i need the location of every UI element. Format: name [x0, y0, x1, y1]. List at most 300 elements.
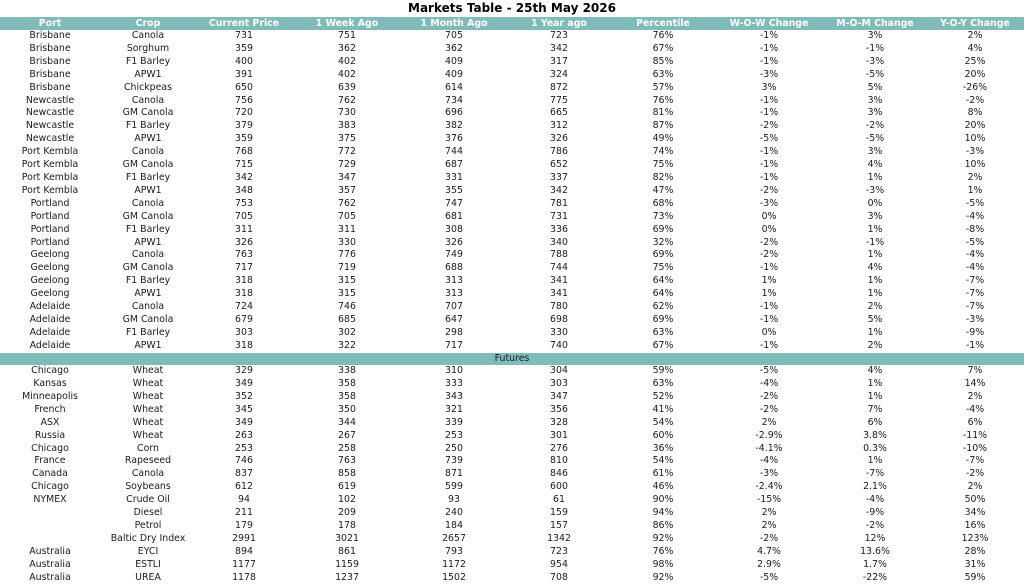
- table-cell: 1%: [761, 275, 777, 287]
- table-cell: 4.7%: [757, 545, 781, 557]
- table-cell: APW1: [134, 184, 162, 196]
- table-row: [0, 56, 1024, 69]
- table-row: [0, 468, 1024, 481]
- table-cell: 93: [448, 494, 460, 506]
- table-cell: Soybeans: [125, 481, 171, 493]
- table-row: [0, 146, 1024, 159]
- table-cell: Wheat: [132, 365, 164, 377]
- table-cell: 4%: [967, 42, 983, 54]
- table-cell: 342: [550, 42, 568, 54]
- table-row: [0, 172, 1024, 185]
- table-row: [0, 237, 1024, 250]
- table-cell: 356: [550, 403, 568, 415]
- table-cell: 1159: [335, 558, 359, 570]
- table-cell: Australia: [29, 571, 71, 583]
- table-cell: Newcastle: [25, 94, 75, 106]
- column-header: Crop: [100, 17, 196, 30]
- table-cell: Kansas: [33, 377, 67, 389]
- table-cell: 313: [445, 275, 463, 287]
- table-cell: 318: [235, 339, 253, 351]
- table-cell: 739: [445, 455, 463, 467]
- table-cell: 614: [445, 81, 463, 93]
- table-cell: 749: [445, 249, 463, 261]
- table-row: [0, 69, 1024, 82]
- table-cell: 333: [445, 377, 463, 389]
- table-cell: 240: [445, 507, 463, 519]
- table-cell: 263: [235, 429, 253, 441]
- table-cell: Newcastle: [25, 120, 75, 132]
- table-cell: 50%: [964, 494, 986, 506]
- table-cell: 357: [338, 184, 356, 196]
- table-cell: 1172: [442, 558, 466, 570]
- table-cell: Sorghum: [126, 42, 170, 54]
- table-cell: 20%: [964, 68, 986, 80]
- table-cell: Wheat: [132, 416, 164, 428]
- table-cell: Brisbane: [29, 42, 71, 54]
- table-cell: Adelaide: [29, 313, 71, 325]
- table-cell: 312: [550, 120, 568, 132]
- table-cell: 619: [338, 481, 356, 493]
- table-cell: 724: [235, 301, 253, 313]
- table-cell: -2%: [865, 120, 885, 132]
- futures-divider-row: [0, 353, 1024, 365]
- table-cell: 2991: [232, 532, 256, 544]
- table-cell: 1502: [442, 571, 466, 583]
- table-row: [0, 288, 1024, 301]
- table-cell: 768: [235, 146, 253, 158]
- table-cell: 3%: [867, 107, 883, 119]
- table-cell: 719: [338, 262, 356, 274]
- table-cell: Newcastle: [25, 107, 75, 119]
- table-cell: 6%: [967, 416, 983, 428]
- table-cell: 0%: [761, 223, 777, 235]
- table-cell: -1%: [965, 339, 985, 351]
- column-header: Port: [0, 17, 100, 30]
- table-cell: -1%: [759, 262, 779, 274]
- table-cell: 1%: [761, 288, 777, 300]
- column-header: 1 Year ago: [506, 17, 612, 30]
- table-cell: -26%: [962, 81, 988, 93]
- table-cell: 756: [235, 94, 253, 106]
- table-cell: 2%: [967, 481, 983, 493]
- table-cell: 10%: [964, 133, 986, 145]
- table-cell: 8%: [967, 107, 983, 119]
- table-cell: Rapeseed: [124, 455, 172, 467]
- table-cell: -5%: [759, 571, 779, 583]
- table-cell: 375: [338, 133, 356, 145]
- table-cell: 717: [235, 262, 253, 274]
- table-cell: -5%: [865, 68, 885, 80]
- table-cell: Canola: [131, 301, 165, 313]
- table-cell: -22%: [862, 571, 888, 583]
- table-row: [0, 211, 1024, 224]
- table-cell: 82%: [652, 171, 674, 183]
- table-cell: 28%: [964, 545, 986, 557]
- table-cell: 1%: [867, 275, 883, 287]
- table-cell: 723: [550, 545, 568, 557]
- table-cell: 73%: [652, 210, 674, 222]
- table-cell: 326: [235, 236, 253, 248]
- futures-label: Futures: [0, 353, 1024, 365]
- table-row: [0, 262, 1024, 275]
- table-row: [0, 120, 1024, 133]
- table-cell: 391: [235, 68, 253, 80]
- table-cell: [0, 520, 100, 533]
- table-cell: 639: [338, 81, 356, 93]
- table-cell: -3%: [759, 68, 779, 80]
- table-cell: 679: [235, 313, 253, 325]
- table-cell: -2%: [759, 120, 779, 132]
- table-cell: 20%: [964, 120, 986, 132]
- table-cell: 67%: [652, 42, 674, 54]
- table-cell: Minneapolis: [22, 390, 78, 402]
- table-cell: 382: [445, 120, 463, 132]
- table-cell: 2%: [761, 519, 777, 531]
- table-cell: 69%: [652, 313, 674, 325]
- table-cell: -1%: [759, 55, 779, 67]
- table-cell: 60%: [652, 429, 674, 441]
- table-cell: 75%: [652, 262, 674, 274]
- table-cell: 85%: [652, 55, 674, 67]
- table-cell: 762: [338, 94, 356, 106]
- table-cell: 763: [235, 249, 253, 261]
- table-cell: 2.1%: [863, 481, 887, 493]
- table-cell: 304: [550, 365, 568, 377]
- table-cell: 707: [445, 301, 463, 313]
- table-cell: 61: [553, 494, 565, 506]
- table-cell: 3.8%: [863, 429, 887, 441]
- table-row: [0, 455, 1024, 468]
- table-row: [0, 327, 1024, 340]
- table-cell: 358: [338, 390, 356, 402]
- table-cell: 720: [235, 107, 253, 119]
- table-cell: 321: [445, 403, 463, 415]
- table-row: [0, 198, 1024, 211]
- table-cell: [0, 533, 100, 546]
- table-cell: 362: [338, 42, 356, 54]
- table-cell: 59%: [964, 571, 986, 583]
- table-cell: 348: [235, 184, 253, 196]
- table-cell: 402: [338, 68, 356, 80]
- table-cell: 62%: [652, 301, 674, 313]
- table-cell: 336: [550, 223, 568, 235]
- table-cell: 2657: [442, 532, 466, 544]
- table-row: [0, 185, 1024, 198]
- table-cell: 861: [338, 545, 356, 557]
- table-cell: 359: [235, 133, 253, 145]
- table-cell: 13.6%: [860, 545, 890, 557]
- table-cell: 3021: [335, 532, 359, 544]
- table-cell: 355: [445, 184, 463, 196]
- table-cell: 10%: [964, 159, 986, 171]
- table-cell: 723: [550, 30, 568, 41]
- table-cell: 342: [550, 184, 568, 196]
- table-cell: 681: [445, 210, 463, 222]
- table-cell: 63%: [652, 68, 674, 80]
- table-cell: 331: [445, 171, 463, 183]
- table-cell: 7%: [867, 403, 883, 415]
- table-cell: 717: [445, 339, 463, 351]
- table-cell: 1177: [232, 558, 256, 570]
- table-cell: Adelaide: [29, 339, 71, 351]
- table-cell: 92%: [652, 532, 674, 544]
- table-cell: 4%: [867, 159, 883, 171]
- table-cell: 308: [445, 223, 463, 235]
- table-cell: 350: [338, 403, 356, 415]
- table-cell: 94%: [652, 507, 674, 519]
- table-cell: 253: [235, 442, 253, 454]
- table-cell: 330: [550, 326, 568, 338]
- table-cell: 302: [338, 326, 356, 338]
- table-cell: 1%: [867, 390, 883, 402]
- table-cell: 16%: [964, 519, 986, 531]
- column-header: W-O-W Change: [714, 17, 824, 30]
- table-cell: 14%: [964, 377, 986, 389]
- table-cell: 894: [235, 545, 253, 557]
- table-cell: 652: [550, 159, 568, 171]
- column-header: M-O-M Change: [824, 17, 926, 30]
- table-cell: 665: [550, 107, 568, 119]
- table-cell: 1%: [867, 249, 883, 261]
- table-cell: Diesel: [133, 507, 163, 519]
- table-cell: -2%: [759, 403, 779, 415]
- table-cell: Brisbane: [29, 68, 71, 80]
- table-cell: 3%: [867, 146, 883, 158]
- table-row: [0, 507, 1024, 520]
- column-header: Current Price: [196, 17, 292, 30]
- table-row: [0, 301, 1024, 314]
- table-cell: Portland: [30, 223, 70, 235]
- table-cell: Portland: [30, 197, 70, 209]
- table-cell: Wheat: [132, 390, 164, 402]
- table-cell: 98%: [652, 558, 674, 570]
- table-cell: 744: [550, 262, 568, 274]
- physical-section: [0, 30, 1024, 353]
- column-header: Y-O-Y Change: [926, 17, 1024, 30]
- table-cell: 2%: [967, 390, 983, 402]
- table-row: [0, 494, 1024, 507]
- table-cell: 76%: [652, 94, 674, 106]
- table-row: [0, 430, 1024, 443]
- futures-section: [0, 365, 1024, 584]
- table-cell: 69%: [652, 223, 674, 235]
- table-cell: Chicago: [31, 481, 69, 493]
- table-row: [0, 314, 1024, 327]
- table-cell: 315: [338, 288, 356, 300]
- table-cell: 1%: [867, 326, 883, 338]
- table-cell: 209: [338, 507, 356, 519]
- page-title: Markets Table - 25th May 2026: [408, 1, 616, 15]
- table-cell: 313: [445, 288, 463, 300]
- table-cell: 687: [445, 159, 463, 171]
- table-cell: 780: [550, 301, 568, 313]
- table-cell: -1%: [759, 313, 779, 325]
- table-row: [0, 159, 1024, 172]
- table-cell: 326: [445, 236, 463, 248]
- table-cell: 729: [338, 159, 356, 171]
- table-cell: -1%: [759, 94, 779, 106]
- table-row: [0, 82, 1024, 95]
- table-cell: Canola: [131, 146, 165, 158]
- table-cell: -3%: [965, 313, 985, 325]
- table-cell: -2.4%: [755, 481, 783, 493]
- table-cell: -4%: [759, 455, 779, 467]
- table-cell: F1 Barley: [125, 326, 171, 338]
- table-cell: -3%: [865, 55, 885, 67]
- table-cell: Geelong: [30, 288, 70, 300]
- table-cell: 7%: [967, 365, 983, 377]
- table-cell: 2%: [867, 339, 883, 351]
- table-cell: -1%: [759, 42, 779, 54]
- table-cell: GM Canola: [122, 107, 174, 119]
- table-cell: F1 Barley: [125, 120, 171, 132]
- table-cell: 92%: [652, 571, 674, 583]
- table-row: [0, 378, 1024, 391]
- table-row: [0, 533, 1024, 546]
- table-cell: -8%: [965, 223, 985, 235]
- table-cell: 705: [445, 30, 463, 41]
- table-cell: 318: [235, 275, 253, 287]
- table-cell: 871: [445, 468, 463, 480]
- table-cell: -7%: [865, 468, 885, 480]
- table-cell: 94: [238, 494, 250, 506]
- table-cell: Chicago: [31, 442, 69, 454]
- table-cell: 298: [445, 326, 463, 338]
- table-cell: 3%: [867, 210, 883, 222]
- table-cell: -7%: [965, 275, 985, 287]
- table-cell: Canada: [32, 468, 68, 480]
- table-cell: 76%: [652, 30, 674, 41]
- table-cell: Wheat: [132, 377, 164, 389]
- table-cell: 329: [235, 365, 253, 377]
- table-cell: 731: [235, 30, 253, 41]
- table-cell: 775: [550, 94, 568, 106]
- table-cell: 2.9%: [757, 558, 781, 570]
- table-cell: 341: [550, 288, 568, 300]
- table-cell: 184: [445, 519, 463, 531]
- table-cell: Port Kembla: [21, 159, 79, 171]
- table-cell: 763: [338, 455, 356, 467]
- table-cell: French: [34, 403, 66, 415]
- column-header: Percentile: [612, 17, 714, 30]
- table-row: [0, 365, 1024, 378]
- table-cell: 3%: [867, 30, 883, 41]
- table-row: [0, 275, 1024, 288]
- table-cell: Russia: [34, 429, 66, 441]
- table-cell: -2%: [865, 519, 885, 531]
- table-row: [0, 391, 1024, 404]
- table-cell: 303: [235, 326, 253, 338]
- table-cell: [0, 507, 100, 520]
- table-cell: 250: [445, 442, 463, 454]
- table-cell: -1%: [759, 171, 779, 183]
- table-cell: 747: [445, 197, 463, 209]
- table-cell: -4.1%: [755, 442, 783, 454]
- table-cell: 383: [338, 120, 356, 132]
- table-cell: -9%: [965, 326, 985, 338]
- table-cell: 352: [235, 390, 253, 402]
- table-cell: 345: [235, 403, 253, 415]
- table-cell: 46%: [652, 481, 674, 493]
- table-cell: 781: [550, 197, 568, 209]
- table-cell: 36%: [652, 442, 674, 454]
- table-cell: Canola: [131, 468, 165, 480]
- table-cell: Adelaide: [29, 326, 71, 338]
- table-cell: 317: [550, 55, 568, 67]
- markets-table: [0, 17, 1024, 584]
- table-cell: 730: [338, 107, 356, 119]
- table-cell: 63%: [652, 326, 674, 338]
- table-cell: Canola: [131, 94, 165, 106]
- table-cell: Crude Oil: [126, 494, 170, 506]
- table-cell: 178: [338, 519, 356, 531]
- table-cell: -7%: [965, 455, 985, 467]
- table-cell: -3%: [759, 197, 779, 209]
- table-cell: 810: [550, 455, 568, 467]
- table-cell: 762: [338, 197, 356, 209]
- table-cell: 347: [550, 390, 568, 402]
- table-row: [0, 133, 1024, 146]
- table-cell: Geelong: [30, 262, 70, 274]
- table-cell: -10%: [962, 442, 988, 454]
- table-cell: 837: [235, 468, 253, 480]
- table-cell: 688: [445, 262, 463, 274]
- table-cell: 2%: [761, 507, 777, 519]
- table-cell: Australia: [29, 545, 71, 557]
- table-cell: 310: [445, 365, 463, 377]
- table-cell: 1237: [335, 571, 359, 583]
- table-cell: -3%: [965, 146, 985, 158]
- table-cell: Australia: [29, 558, 71, 570]
- table-cell: 600: [550, 481, 568, 493]
- table-cell: Port Kembla: [21, 146, 79, 158]
- table-cell: 2%: [967, 171, 983, 183]
- table-cell: -5%: [759, 133, 779, 145]
- table-cell: 358: [338, 377, 356, 389]
- table-cell: France: [34, 455, 66, 467]
- table-cell: -4%: [865, 494, 885, 506]
- table-cell: EYCI: [137, 545, 159, 557]
- table-cell: Canola: [131, 197, 165, 209]
- table-cell: F1 Barley: [125, 223, 171, 235]
- table-cell: -1%: [759, 30, 779, 41]
- table-cell: 267: [338, 429, 356, 441]
- table-row: [0, 224, 1024, 237]
- table-cell: APW1: [134, 133, 162, 145]
- table-cell: 32%: [652, 236, 674, 248]
- table-cell: -7%: [965, 301, 985, 313]
- table-cell: 362: [445, 42, 463, 54]
- table-cell: 0%: [761, 326, 777, 338]
- table-row: [0, 95, 1024, 108]
- table-cell: -5%: [865, 133, 885, 145]
- table-cell: 344: [338, 416, 356, 428]
- table-cell: 4%: [867, 365, 883, 377]
- table-cell: GM Canola: [122, 262, 174, 274]
- table-cell: 315: [338, 275, 356, 287]
- table-cell: 647: [445, 313, 463, 325]
- table-cell: -1%: [865, 236, 885, 248]
- table-cell: Portland: [30, 210, 70, 222]
- table-cell: 5%: [867, 81, 883, 93]
- table-cell: -2.9%: [755, 429, 783, 441]
- table-cell: Chickpeas: [123, 81, 173, 93]
- table-cell: 211: [235, 507, 253, 519]
- table-cell: APW1: [134, 288, 162, 300]
- table-cell: 1342: [547, 532, 571, 544]
- table-cell: 740: [550, 339, 568, 351]
- table-cell: Geelong: [30, 249, 70, 261]
